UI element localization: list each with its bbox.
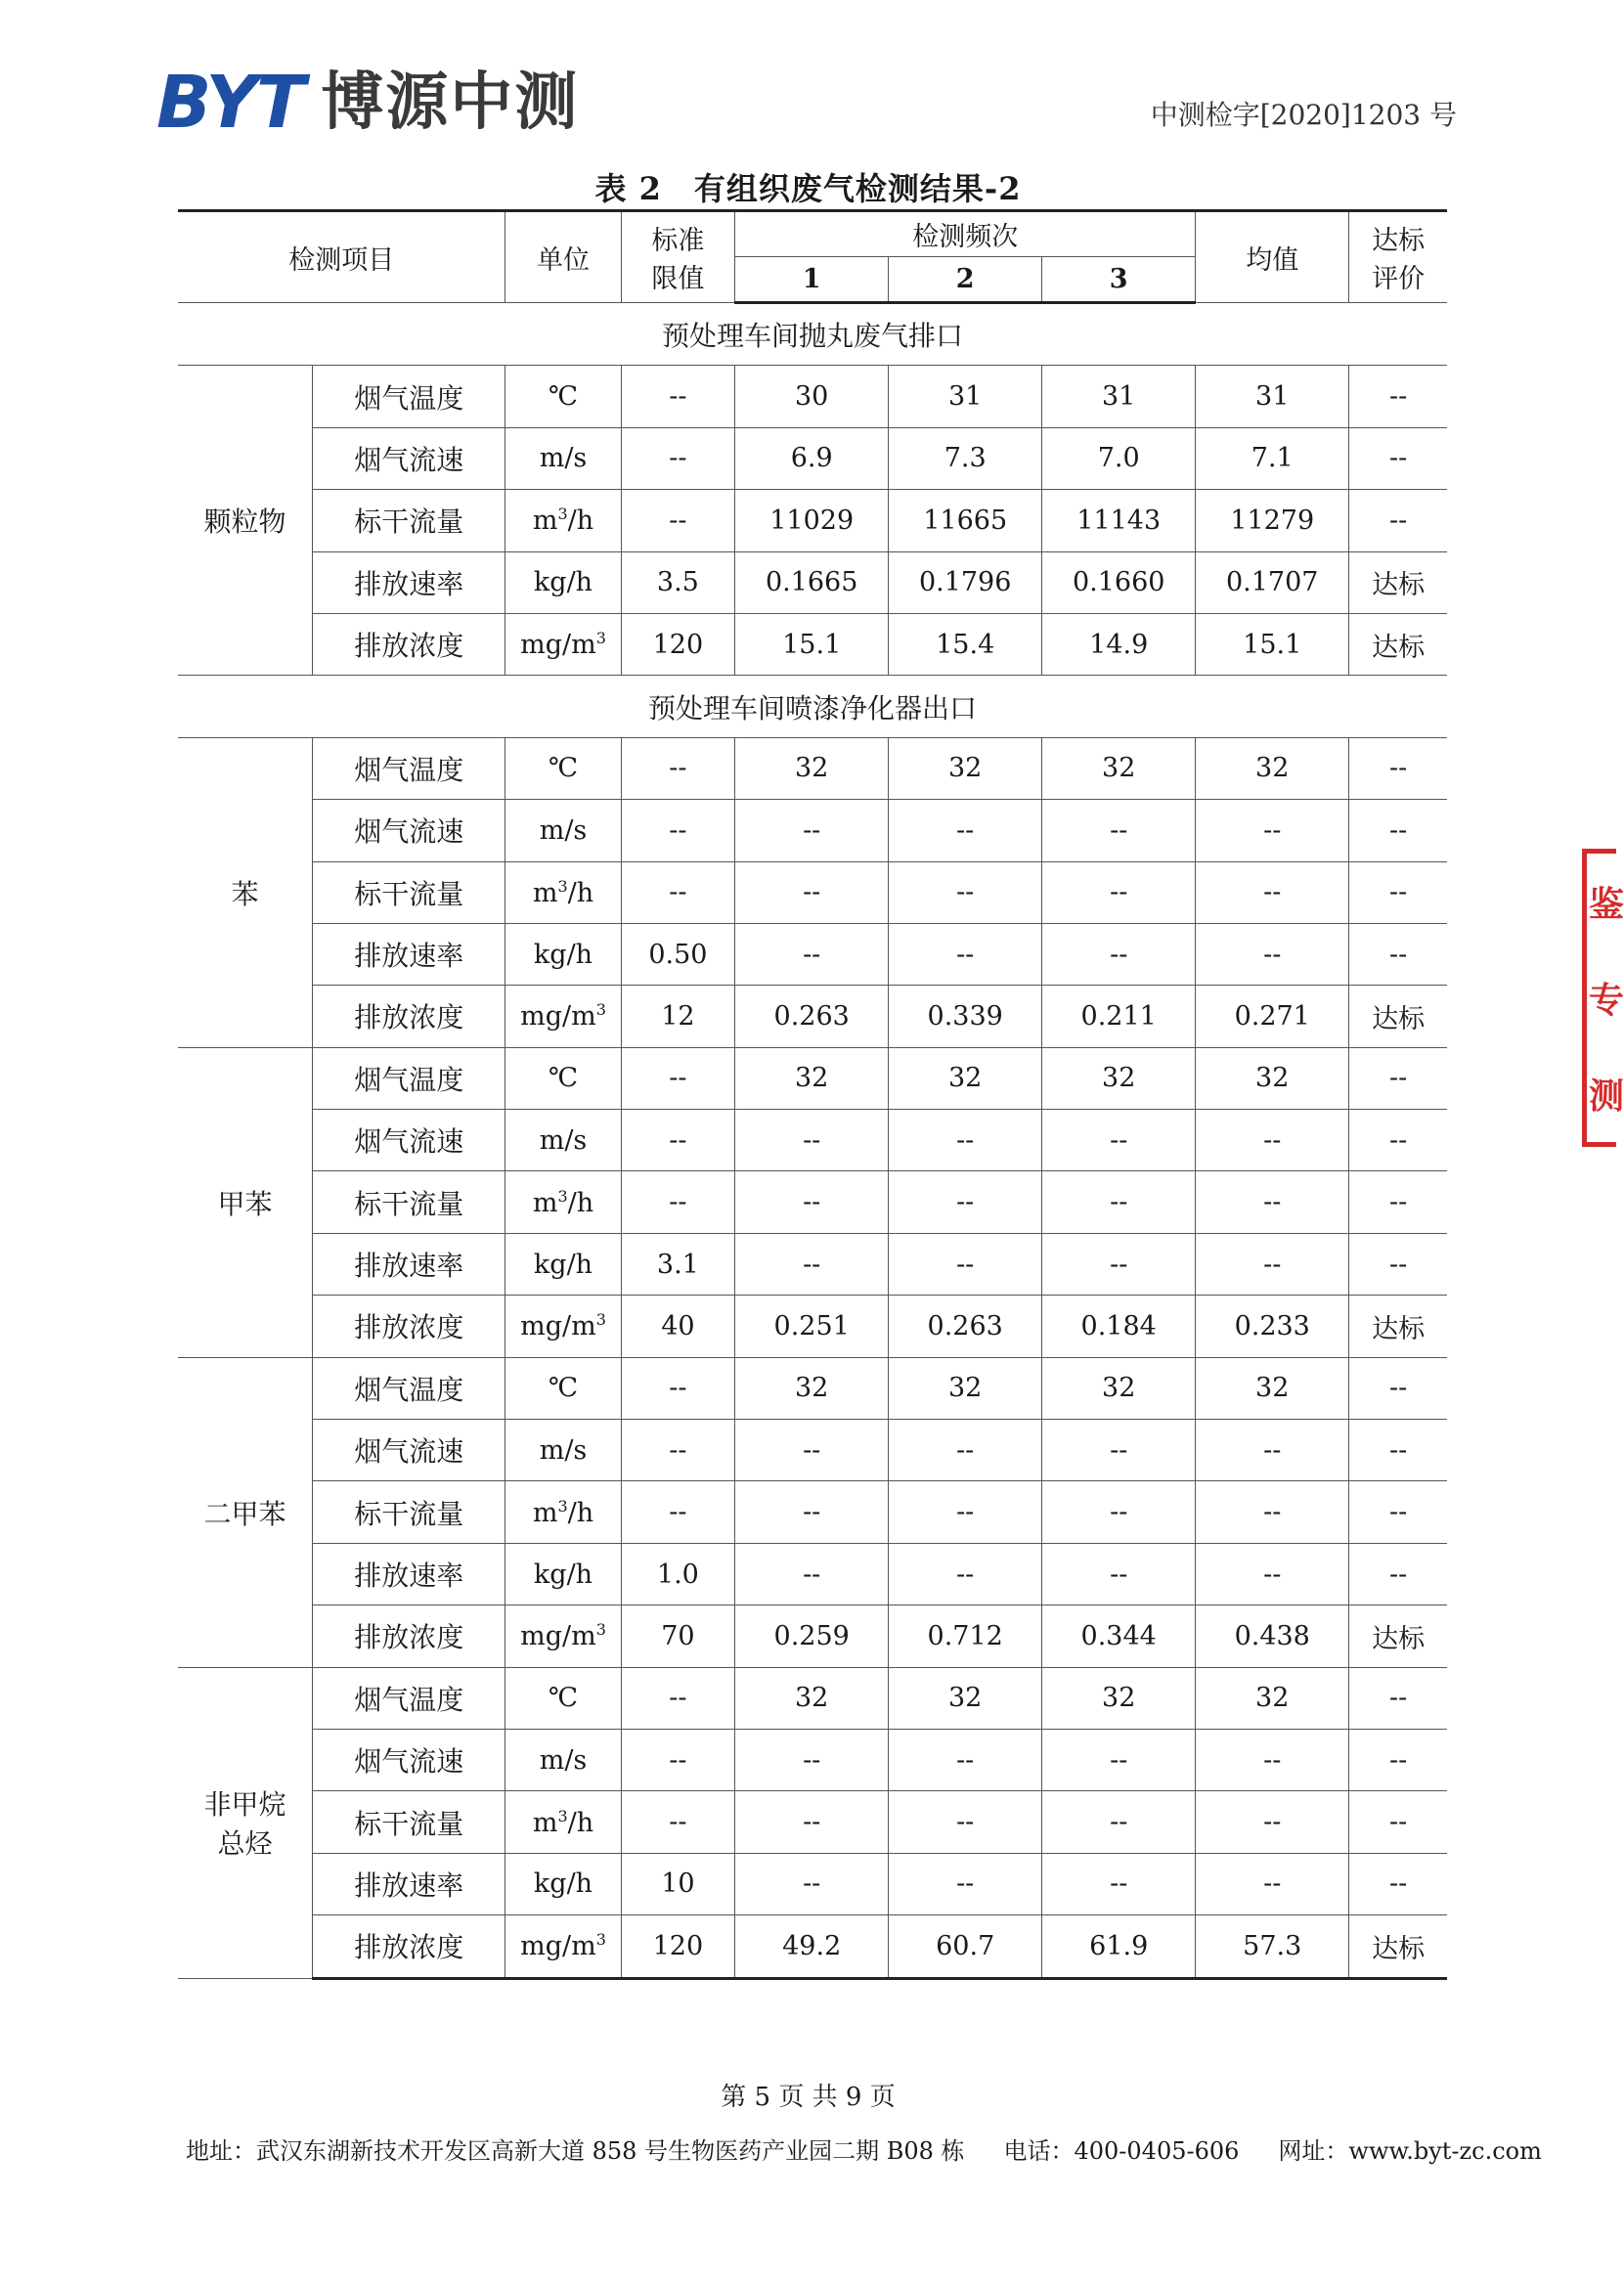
value-cell: 0.211 bbox=[1042, 986, 1196, 1047]
evaluation-cell: -- bbox=[1349, 1233, 1447, 1295]
limit-cell: -- bbox=[621, 1047, 735, 1109]
parameter-name: 排放浓度 bbox=[313, 1915, 505, 1978]
mean-cell: -- bbox=[1196, 800, 1349, 861]
table-row bbox=[178, 1853, 1447, 1914]
value-cell: -- bbox=[735, 800, 889, 861]
value-cell: 61.9 bbox=[1042, 1915, 1196, 1978]
unit-cell: kg/h bbox=[505, 1853, 621, 1914]
mean-cell: 32 bbox=[1196, 737, 1349, 799]
table-row bbox=[178, 1171, 1447, 1233]
eval-line1: 达标 bbox=[1372, 226, 1426, 256]
col-header-run3: 3 bbox=[1042, 257, 1196, 303]
parameter-name: 排放浓度 bbox=[313, 1605, 505, 1667]
unit-cell: kg/h bbox=[505, 923, 621, 985]
pollutant-name: 甲苯 bbox=[217, 1187, 273, 1220]
pollutant-label bbox=[178, 1047, 313, 1357]
parameter-name: 排放浓度 bbox=[313, 1296, 505, 1357]
unit-cell: $mg/m^3$ bbox=[505, 1605, 621, 1667]
col-header-frequency: 检测频次 bbox=[735, 211, 1196, 257]
value-cell: -- bbox=[1042, 1171, 1196, 1233]
unit-cell: m/s bbox=[505, 1110, 621, 1171]
evaluation-cell: -- bbox=[1349, 1667, 1447, 1729]
table-row bbox=[178, 490, 1447, 551]
table-row bbox=[178, 986, 1447, 1047]
limit-cell: 3.5 bbox=[621, 551, 735, 613]
value-cell: -- bbox=[1042, 1481, 1196, 1543]
table-row bbox=[178, 737, 1447, 799]
mean-cell: 57.3 bbox=[1196, 1915, 1349, 1978]
parameter-name: 排放浓度 bbox=[313, 613, 505, 675]
evaluation-cell: -- bbox=[1349, 737, 1447, 799]
pollutant-label bbox=[178, 1667, 313, 1978]
mean-cell: 32 bbox=[1196, 1047, 1349, 1109]
evaluation-cell: -- bbox=[1349, 490, 1447, 551]
parameter-name: 烟气温度 bbox=[313, 1357, 505, 1419]
stamp-char: 专 bbox=[1589, 979, 1624, 1021]
mean-cell: 0.233 bbox=[1196, 1296, 1349, 1357]
limit-cell: -- bbox=[621, 1481, 735, 1543]
mean-cell: 0.271 bbox=[1196, 986, 1349, 1047]
value-cell: 0.339 bbox=[889, 986, 1042, 1047]
parameter-name: 烟气流速 bbox=[313, 800, 505, 861]
unit-cell: $mg/m^3$ bbox=[505, 1296, 621, 1357]
unit-cell: kg/h bbox=[505, 551, 621, 613]
table-row bbox=[178, 1481, 1447, 1543]
value-cell: -- bbox=[1042, 1543, 1196, 1605]
limit-cell: -- bbox=[621, 1171, 735, 1233]
pollutant-label bbox=[178, 366, 313, 676]
value-cell: 0.184 bbox=[1042, 1296, 1196, 1357]
col-header-eval bbox=[1349, 211, 1447, 303]
mean-cell: -- bbox=[1196, 861, 1349, 923]
value-cell: 0.1796 bbox=[889, 551, 1042, 613]
value-cell: -- bbox=[889, 923, 1042, 985]
table-row bbox=[178, 1915, 1447, 1978]
value-cell: -- bbox=[735, 1543, 889, 1605]
value-cell: 11029 bbox=[735, 490, 889, 551]
value-cell: 0.263 bbox=[889, 1296, 1042, 1357]
evaluation-cell: -- bbox=[1349, 1171, 1447, 1233]
pollutant-name: 苯 bbox=[231, 877, 259, 910]
unit-cell: ℃ bbox=[505, 1357, 621, 1419]
table-row bbox=[178, 1791, 1447, 1853]
pollutant-name: 非甲烷 bbox=[203, 1788, 286, 1822]
value-cell: -- bbox=[1042, 1420, 1196, 1481]
value-cell: -- bbox=[1042, 1110, 1196, 1171]
table-row bbox=[178, 427, 1447, 489]
evaluation-cell: -- bbox=[1349, 1047, 1447, 1109]
value-cell: 0.251 bbox=[735, 1296, 889, 1357]
mean-cell: 0.438 bbox=[1196, 1605, 1349, 1667]
value-cell: 60.7 bbox=[889, 1915, 1042, 1978]
table-title: 表 2 有组织废气检测结果-2 bbox=[594, 170, 1022, 207]
unit-cell: $m^3/h$ bbox=[505, 490, 621, 551]
parameter-name: 烟气流速 bbox=[313, 427, 505, 489]
evaluation-cell: -- bbox=[1349, 1543, 1447, 1605]
unit-cell: $mg/m^3$ bbox=[505, 613, 621, 675]
mean-cell: -- bbox=[1196, 1420, 1349, 1481]
parameter-name: 排放速率 bbox=[313, 551, 505, 613]
value-cell: 31 bbox=[889, 366, 1042, 427]
value-cell: -- bbox=[1042, 1791, 1196, 1853]
value-cell: 6.9 bbox=[735, 427, 889, 489]
red-seal-stamp bbox=[1582, 849, 1624, 1147]
document-number: 中测检字[2020]1203 号 bbox=[1150, 99, 1457, 131]
footer-phone: 电话：400-0405-606 bbox=[1003, 2137, 1240, 2165]
evaluation-cell: -- bbox=[1349, 427, 1447, 489]
evaluation-cell: -- bbox=[1349, 366, 1447, 427]
value-cell: 32 bbox=[735, 1357, 889, 1419]
value-cell: -- bbox=[735, 923, 889, 985]
value-cell: -- bbox=[735, 1481, 889, 1543]
value-cell: -- bbox=[889, 1853, 1042, 1914]
parameter-name: 标干流量 bbox=[313, 861, 505, 923]
section-row bbox=[178, 303, 1447, 366]
footer-website: 网址：www.byt-zc.com bbox=[1278, 2137, 1542, 2165]
table-row bbox=[178, 1729, 1447, 1790]
value-cell: -- bbox=[889, 1233, 1042, 1295]
page-header bbox=[156, 61, 1457, 145]
table-row bbox=[178, 366, 1447, 427]
value-cell: 7.3 bbox=[889, 427, 1042, 489]
mean-cell: 7.1 bbox=[1196, 427, 1349, 489]
results-table bbox=[178, 209, 1447, 1980]
parameter-name: 烟气流速 bbox=[313, 1729, 505, 1790]
evaluation-cell: -- bbox=[1349, 861, 1447, 923]
table-row bbox=[178, 923, 1447, 985]
evaluation-cell: 达标 bbox=[1349, 1296, 1447, 1357]
value-cell: 32 bbox=[1042, 1047, 1196, 1109]
parameter-name: 排放速率 bbox=[313, 1233, 505, 1295]
unit-cell: kg/h bbox=[505, 1233, 621, 1295]
value-cell: 32 bbox=[1042, 1357, 1196, 1419]
evaluation-cell: -- bbox=[1349, 1729, 1447, 1790]
value-cell: -- bbox=[1042, 1233, 1196, 1295]
section-title: 预处理车间抛丸废气排口 bbox=[178, 303, 1447, 366]
value-cell: -- bbox=[735, 1110, 889, 1171]
unit-cell: $mg/m^3$ bbox=[505, 986, 621, 1047]
value-cell: 0.712 bbox=[889, 1605, 1042, 1667]
value-cell: 32 bbox=[735, 1047, 889, 1109]
limit-cell: 70 bbox=[621, 1605, 735, 1667]
section-title: 预处理车间喷漆净化器出口 bbox=[178, 676, 1447, 737]
value-cell: -- bbox=[735, 1233, 889, 1295]
table-row bbox=[178, 1605, 1447, 1667]
pollutant-label bbox=[178, 737, 313, 1047]
page-number: 第 5 页 共 9 页 bbox=[721, 2083, 896, 2112]
logo-mark: BYT bbox=[156, 61, 304, 145]
value-cell: -- bbox=[1042, 1729, 1196, 1790]
unit-cell: m/s bbox=[505, 1420, 621, 1481]
limit-cell: -- bbox=[621, 1667, 735, 1729]
unit-cell: ℃ bbox=[505, 1667, 621, 1729]
table-row bbox=[178, 1420, 1447, 1481]
mean-cell: -- bbox=[1196, 1481, 1349, 1543]
evaluation-cell: -- bbox=[1349, 1357, 1447, 1419]
evaluation-cell: -- bbox=[1349, 1481, 1447, 1543]
mean-cell: 15.1 bbox=[1196, 613, 1349, 675]
parameter-name: 标干流量 bbox=[313, 1481, 505, 1543]
results-body bbox=[178, 303, 1447, 1979]
evaluation-cell: -- bbox=[1349, 800, 1447, 861]
evaluation-cell: 达标 bbox=[1349, 1605, 1447, 1667]
mean-cell: -- bbox=[1196, 1791, 1349, 1853]
mean-cell: 11279 bbox=[1196, 490, 1349, 551]
value-cell: 7.0 bbox=[1042, 427, 1196, 489]
limit-cell: -- bbox=[621, 861, 735, 923]
unit-cell: $m^3/h$ bbox=[505, 1791, 621, 1853]
unit-cell: m/s bbox=[505, 1729, 621, 1790]
limit-cell: 0.50 bbox=[621, 923, 735, 985]
mean-cell: -- bbox=[1196, 1853, 1349, 1914]
value-cell: -- bbox=[735, 1420, 889, 1481]
unit-cell: $m^3/h$ bbox=[505, 1171, 621, 1233]
col-header-item: 检测项目 bbox=[178, 211, 505, 303]
limit-cell: -- bbox=[621, 1110, 735, 1171]
limit-cell: -- bbox=[621, 490, 735, 551]
parameter-name: 标干流量 bbox=[313, 1791, 505, 1853]
limit-cell: 120 bbox=[621, 1915, 735, 1978]
value-cell: -- bbox=[889, 1420, 1042, 1481]
limit-cell: -- bbox=[621, 1357, 735, 1419]
evaluation-cell: 达标 bbox=[1349, 986, 1447, 1047]
value-cell: -- bbox=[889, 1110, 1042, 1171]
limit-cell: -- bbox=[621, 366, 735, 427]
parameter-name: 烟气温度 bbox=[313, 1047, 505, 1109]
limit-cell: -- bbox=[621, 737, 735, 799]
limit-cell: -- bbox=[621, 800, 735, 861]
mean-cell: 32 bbox=[1196, 1667, 1349, 1729]
col-header-run2: 2 bbox=[889, 257, 1042, 303]
value-cell: -- bbox=[735, 1729, 889, 1790]
table-row bbox=[178, 613, 1447, 675]
limit-cell: 120 bbox=[621, 613, 735, 675]
col-header-limit bbox=[621, 211, 735, 303]
value-cell: 32 bbox=[1042, 737, 1196, 799]
value-cell: 32 bbox=[889, 1047, 1042, 1109]
mean-cell: 0.1707 bbox=[1196, 551, 1349, 613]
mean-cell: -- bbox=[1196, 1110, 1349, 1171]
limit-cell: 10 bbox=[621, 1853, 735, 1914]
parameter-name: 标干流量 bbox=[313, 490, 505, 551]
limit-cell: 1.0 bbox=[621, 1543, 735, 1605]
company-name: 博源中测 bbox=[321, 66, 580, 139]
limit-cell: -- bbox=[621, 1791, 735, 1853]
table-row bbox=[178, 861, 1447, 923]
value-cell: -- bbox=[889, 800, 1042, 861]
table-row bbox=[178, 1110, 1447, 1171]
value-cell: 14.9 bbox=[1042, 613, 1196, 675]
parameter-name: 标干流量 bbox=[313, 1171, 505, 1233]
table-row bbox=[178, 1543, 1447, 1605]
value-cell: 0.344 bbox=[1042, 1605, 1196, 1667]
evaluation-cell: -- bbox=[1349, 1791, 1447, 1853]
value-cell: 49.2 bbox=[735, 1915, 889, 1978]
value-cell: -- bbox=[889, 1729, 1042, 1790]
limit-cell: -- bbox=[621, 1420, 735, 1481]
parameter-name: 烟气流速 bbox=[313, 1420, 505, 1481]
value-cell: 30 bbox=[735, 366, 889, 427]
value-cell: -- bbox=[889, 1791, 1042, 1853]
value-cell: -- bbox=[1042, 861, 1196, 923]
table-row bbox=[178, 551, 1447, 613]
parameter-name: 排放浓度 bbox=[313, 986, 505, 1047]
col-header-run1: 1 bbox=[735, 257, 889, 303]
value-cell: 32 bbox=[889, 1667, 1042, 1729]
value-cell: 32 bbox=[1042, 1667, 1196, 1729]
company-logo bbox=[156, 61, 580, 145]
table-row bbox=[178, 800, 1447, 861]
unit-cell: $m^3/h$ bbox=[505, 861, 621, 923]
stamp-char: 鉴 bbox=[1589, 883, 1624, 925]
value-cell: -- bbox=[889, 1543, 1042, 1605]
parameter-name: 烟气流速 bbox=[313, 1110, 505, 1171]
unit-cell: kg/h bbox=[505, 1543, 621, 1605]
footer-contact bbox=[186, 2132, 1542, 2166]
value-cell: 32 bbox=[735, 1667, 889, 1729]
value-cell: -- bbox=[735, 861, 889, 923]
parameter-name: 排放速率 bbox=[313, 1853, 505, 1914]
mean-cell: -- bbox=[1196, 1233, 1349, 1295]
value-cell: -- bbox=[889, 861, 1042, 923]
unit-cell: ℃ bbox=[505, 737, 621, 799]
mean-cell: -- bbox=[1196, 1729, 1349, 1790]
parameter-name: 烟气温度 bbox=[313, 737, 505, 799]
unit-cell: ℃ bbox=[505, 1047, 621, 1109]
unit-cell: m/s bbox=[505, 800, 621, 861]
evaluation-cell: -- bbox=[1349, 1110, 1447, 1171]
evaluation-cell: 达标 bbox=[1349, 1915, 1447, 1978]
table-row bbox=[178, 1233, 1447, 1295]
value-cell: 31 bbox=[1042, 366, 1196, 427]
value-cell: 0.259 bbox=[735, 1605, 889, 1667]
value-cell: -- bbox=[735, 1853, 889, 1914]
mean-cell: -- bbox=[1196, 1543, 1349, 1605]
pollutant-name: 二甲苯 bbox=[203, 1497, 286, 1530]
limit-cell: 40 bbox=[621, 1296, 735, 1357]
value-cell: 11665 bbox=[889, 490, 1042, 551]
col-header-unit: 单位 bbox=[505, 211, 621, 303]
value-cell: -- bbox=[889, 1171, 1042, 1233]
mean-cell: 31 bbox=[1196, 366, 1349, 427]
pollutant-name: 总烃 bbox=[217, 1827, 273, 1861]
parameter-name: 排放速率 bbox=[313, 923, 505, 985]
footer-address: 地址：武汉东湖新技术开发区高新大道 858 号生物医药产业园二期 B08 栋 bbox=[186, 2137, 965, 2165]
limit-line1: 标准 bbox=[651, 226, 705, 256]
mean-cell: 32 bbox=[1196, 1357, 1349, 1419]
evaluation-cell: 达标 bbox=[1349, 613, 1447, 675]
value-cell: 11143 bbox=[1042, 490, 1196, 551]
eval-line2: 评价 bbox=[1372, 264, 1426, 294]
parameter-name: 排放速率 bbox=[313, 1543, 505, 1605]
value-cell: 15.4 bbox=[889, 613, 1042, 675]
parameter-name: 烟气温度 bbox=[313, 1667, 505, 1729]
table-row bbox=[178, 1047, 1447, 1109]
value-cell: 32 bbox=[889, 1357, 1042, 1419]
value-cell: 15.1 bbox=[735, 613, 889, 675]
pollutant-name: 颗粒物 bbox=[203, 506, 286, 539]
parameter-name: 烟气温度 bbox=[313, 366, 505, 427]
value-cell: 0.1665 bbox=[735, 551, 889, 613]
value-cell: -- bbox=[735, 1171, 889, 1233]
col-header-mean: 均值 bbox=[1196, 211, 1349, 303]
table-row bbox=[178, 1296, 1447, 1357]
value-cell: 0.263 bbox=[735, 986, 889, 1047]
stamp-char: 测 bbox=[1589, 1076, 1624, 1118]
value-cell: 0.1660 bbox=[1042, 551, 1196, 613]
unit-cell: $mg/m^3$ bbox=[505, 1915, 621, 1978]
limit-line2: 限值 bbox=[651, 264, 705, 294]
value-cell: 32 bbox=[889, 737, 1042, 799]
value-cell: -- bbox=[1042, 923, 1196, 985]
value-cell: -- bbox=[1042, 800, 1196, 861]
pollutant-label bbox=[178, 1357, 313, 1667]
section-row bbox=[178, 676, 1447, 737]
unit-cell: ℃ bbox=[505, 366, 621, 427]
unit-cell: $m^3/h$ bbox=[505, 1481, 621, 1543]
value-cell: -- bbox=[889, 1481, 1042, 1543]
evaluation-cell: -- bbox=[1349, 923, 1447, 985]
mean-cell: -- bbox=[1196, 1171, 1349, 1233]
value-cell: -- bbox=[1042, 1853, 1196, 1914]
mean-cell: -- bbox=[1196, 923, 1349, 985]
value-cell: 32 bbox=[735, 737, 889, 799]
value-cell: -- bbox=[735, 1791, 889, 1853]
evaluation-cell: -- bbox=[1349, 1853, 1447, 1914]
limit-cell: 12 bbox=[621, 986, 735, 1047]
unit-cell: m/s bbox=[505, 427, 621, 489]
table-row bbox=[178, 1357, 1447, 1419]
limit-cell: 3.1 bbox=[621, 1233, 735, 1295]
evaluation-cell: 达标 bbox=[1349, 551, 1447, 613]
table-row bbox=[178, 1667, 1447, 1729]
limit-cell: -- bbox=[621, 1729, 735, 1790]
evaluation-cell: -- bbox=[1349, 1420, 1447, 1481]
limit-cell: -- bbox=[621, 427, 735, 489]
